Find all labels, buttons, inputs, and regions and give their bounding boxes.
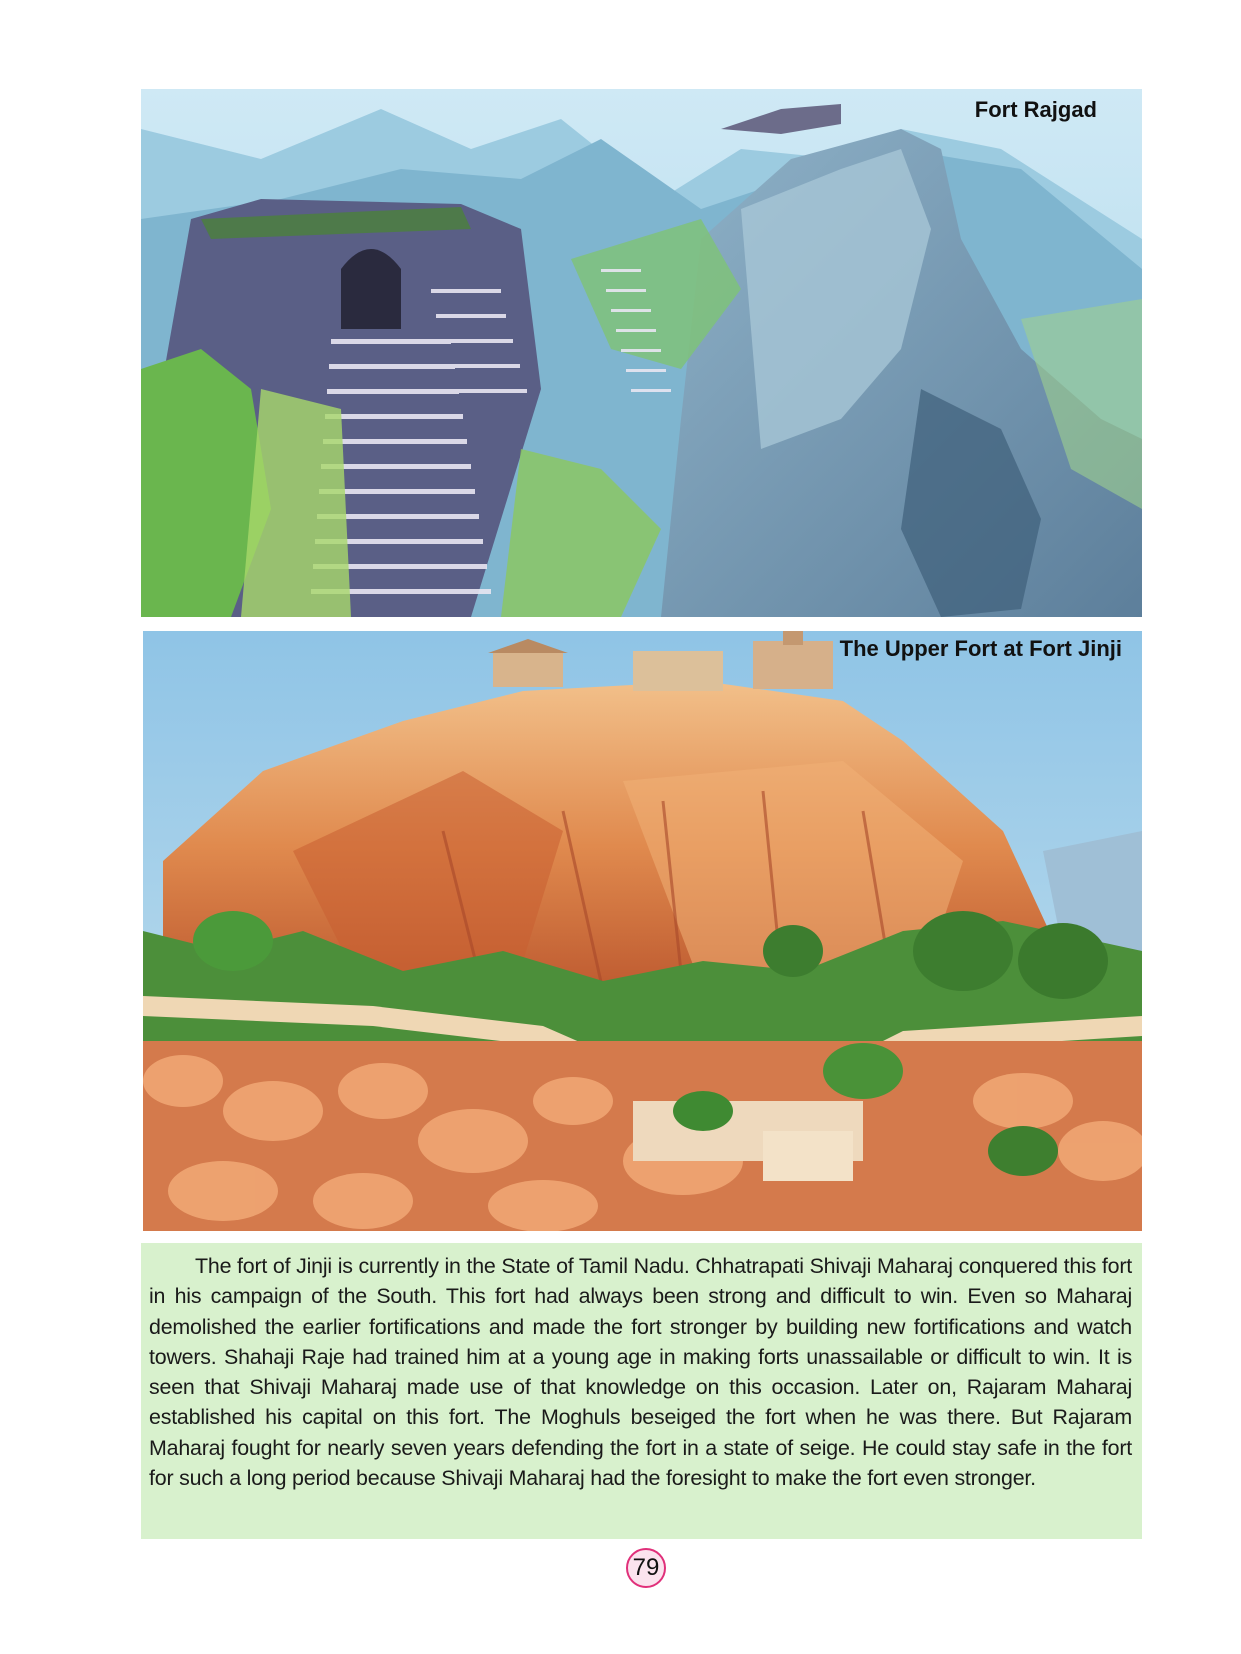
fort-rajgad-painting (141, 89, 1142, 617)
page-number: 79 (626, 1548, 666, 1588)
body-paragraph: The fort of Jinji is currently in the State of Tamil Nadu. Chhatrapati Shivaji Maharaj conquered this fort in his campaign of the South. This fort had always been strong and difficult to win. Even so Maharaj demolished the earlier fortifications and made the fort stronger by building new fortifications and watch towers. Shahaji Raje had trained him at a young age in making forts unassailable or difficult to win. It is seen that Shivaji Maharaj made use of that knowledge on this occasion. Later on, Rajaram Maharaj established his capital on this fort. The Moghuls beseiged the fort when he was there. But Rajaram Maharaj fought for nearly seven years defending the fort in a state of seige. He could stay safe in the fort for such a long period because Shivaji Maharaj had the foresight to make the fort even stronger. (149, 1254, 1132, 1491)
figure-caption-rajgad: Fort Rajgad (974, 97, 1097, 122)
fort-jinji-painting (143, 631, 1142, 1231)
figure-caption-jinji: The Upper Fort at Fort Jinji (839, 636, 1122, 661)
body-text-box (141, 1243, 1142, 1539)
